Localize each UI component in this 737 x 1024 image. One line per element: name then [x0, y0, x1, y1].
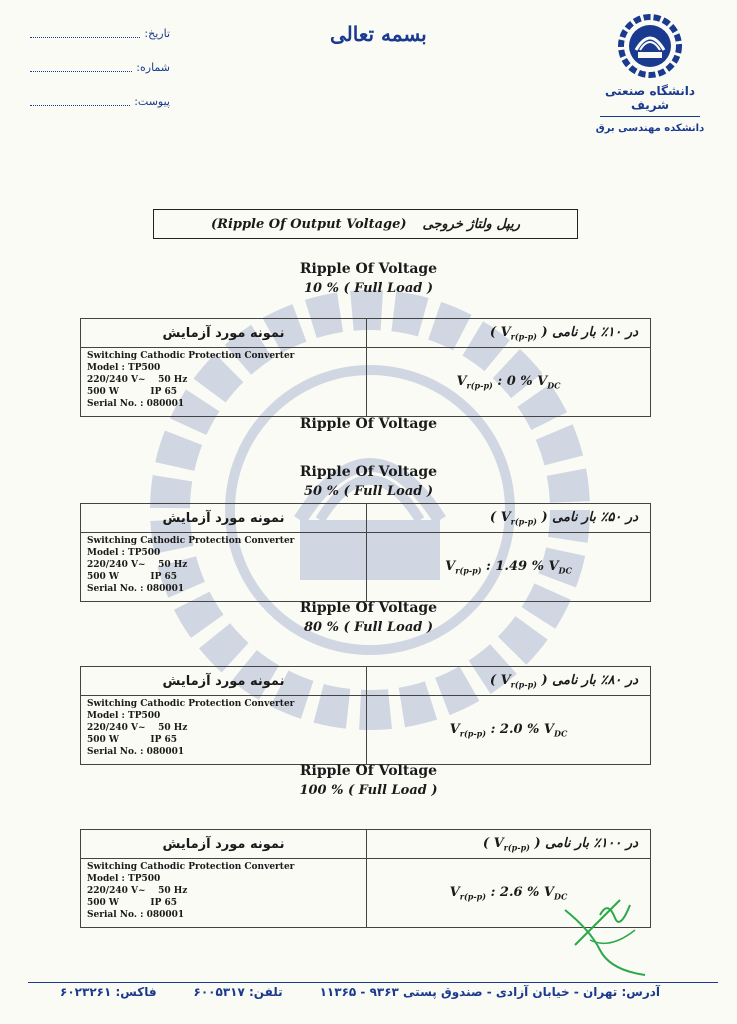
extra-title: Ripple Of Voltage [299, 416, 438, 432]
footer-phone: تلفن: ۶۰۰۵۳۱۷ [193, 985, 283, 999]
load-header: در ۱۰۰٪ بار نامی ( $V_{r(p-p)}$ ) [367, 830, 651, 859]
attachment-label: پیوست: [134, 94, 170, 108]
section-4-title: Ripple Of Voltage [299, 763, 438, 779]
number-field [30, 50, 170, 84]
footer-address: آدرس: تهران - خیابان آزادی - صندوق پستی ۹۳۶۳ - ۱۱۳۶۵ [319, 985, 660, 999]
sample-header: نمونه مورد آزمایش [81, 830, 367, 859]
attachment-field [30, 84, 170, 118]
university-logo-block [590, 14, 710, 134]
ripple-value: $V_{r(p-p)}$ : 0 % $V_{DC}$ [367, 348, 651, 417]
document-title-box [153, 209, 578, 239]
section-4-load: 100 % ( Full Load ) [299, 783, 438, 798]
section-2-load: 50 % ( Full Load ) [303, 484, 434, 499]
load-header: در ۵۰٪ بار نامی ( $V_{r(p-p)}$ ) [367, 504, 651, 533]
letter-meta-fields [30, 16, 170, 118]
basmala-heading: بسمه تعالی [330, 22, 427, 46]
load-header: در ۱۰٪ بار نامی ( $V_{r(p-p)}$ ) [367, 319, 651, 348]
device-spec: Switching Cathodic Protection Converter Model : TP500 220/240 V~ 50 Hz 500 W IP 65 Serial No. : 080001 [81, 533, 367, 602]
device-spec: Switching Cathodic Protection Converter Model : TP500 220/240 V~ 50 Hz 500 W IP 65 Serial No. : 080001 [81, 348, 367, 417]
section-3-title: Ripple Of Voltage [299, 600, 438, 616]
number-label: شماره: [136, 60, 170, 74]
title-persian: ریپل ولتاژ خروجی [422, 216, 521, 232]
section-3-table [80, 666, 651, 765]
date-label: تاریخ: [144, 26, 170, 40]
section-3-load: 80 % ( Full Load ) [303, 620, 434, 635]
ripple-value: $V_{r(p-p)}$ : 2.0 % $V_{DC}$ [367, 696, 651, 765]
sample-header: نمونه مورد آزمایش [81, 504, 367, 533]
footer-divider [28, 982, 718, 983]
date-field [30, 16, 170, 50]
footer-fax: فاکس: ۶۰۲۳۲۶۱ [60, 985, 157, 999]
load-header: در ۸۰٪ بار نامی ( $V_{r(p-p)}$ ) [367, 667, 651, 696]
device-spec: Switching Cathodic Protection Converter Model : TP500 220/240 V~ 50 Hz 500 W IP 65 Serial No. : 080001 [81, 859, 367, 928]
section-1-load: 10 % ( Full Load ) [303, 281, 434, 296]
ripple-value: $V_{r(p-p)}$ : 1.49 % $V_{DC}$ [367, 533, 651, 602]
sharif-logo-icon [618, 14, 682, 78]
ripple-value: $V_{r(p-p)}$ : 2.6 % $V_{DC}$ [367, 859, 651, 928]
section-2-table [80, 503, 651, 602]
university-name: دانشگاه صنعتی شریف [604, 84, 696, 112]
section-1-table [80, 318, 651, 417]
handwritten-signature [560, 890, 650, 980]
section-2-title: Ripple Of Voltage [299, 464, 438, 480]
section-1-title: Ripple Of Voltage [299, 261, 438, 277]
sample-header: نمونه مورد آزمایش [81, 667, 367, 696]
footer-contact [60, 985, 660, 999]
sample-header: نمونه مورد آزمایش [81, 319, 367, 348]
title-english: (Ripple Of Output Voltage) [210, 216, 407, 232]
device-spec: Switching Cathodic Protection Converter Model : TP500 220/240 V~ 50 Hz 500 W IP 65 Serial No. : 080001 [81, 696, 367, 765]
faculty-name: دانشکده مهندسی برق [595, 123, 705, 134]
